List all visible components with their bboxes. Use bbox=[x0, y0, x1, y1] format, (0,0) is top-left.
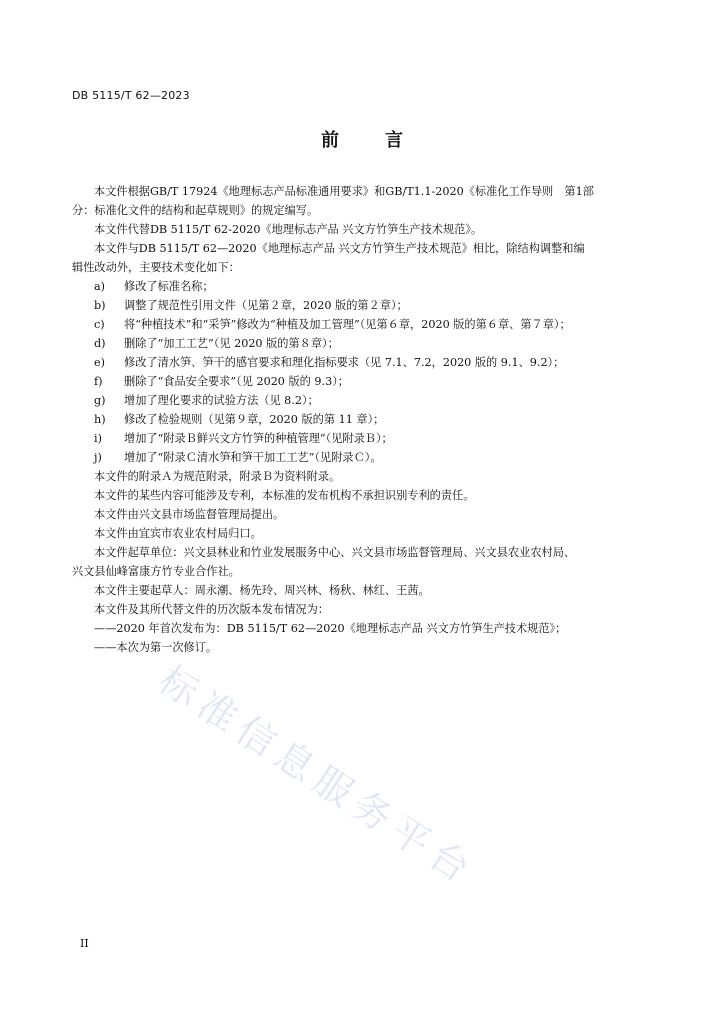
paragraph-drafting-orgs-line2: 兴文县仙峰富康方竹专业合作社。 bbox=[72, 565, 240, 578]
list-item-text: 删除了“食品安全要求”（见 2020 版的 9.3）； bbox=[124, 375, 349, 388]
document-code: DB 5115/T 62—2023 bbox=[72, 89, 190, 102]
list-item-text: 增加了理化要求的试验方法（见 8.2）； bbox=[124, 394, 319, 407]
list-item bbox=[72, 334, 652, 353]
list-item-text: 删除了“加工工艺”（见 2020 版的第８章）； bbox=[124, 337, 339, 350]
paragraph-history-first: ——2020 年首次发布为：DB 5115/T 62—2020《地理标志产品 兴文方竹笋生产技术规范》； bbox=[94, 622, 567, 635]
list-marker: f) bbox=[94, 375, 103, 388]
list-item-text: 修改了清水笋、笋干的感官要求和理化指标要求（见 7.1、7.2，2020 版的 9.1、9.2）； bbox=[124, 356, 565, 369]
list-marker: b) bbox=[94, 299, 106, 312]
paragraph-basis-line1: 本文件根据GB/T 17924《地理标志产品标准通用要求》和GB/T1.1-2020《标准化工作导则 第1部 bbox=[94, 185, 594, 198]
list-item bbox=[72, 353, 652, 372]
paragraph-comparison-line2: 辑性改动外，主要技术变化如下： bbox=[72, 261, 240, 274]
paragraph-replaces: 本文件代替DB 5115/T 62-2020《地理标志产品 兴文方竹笋生产技术规范》。 bbox=[94, 223, 483, 236]
changes-list bbox=[72, 277, 652, 467]
list-marker: h) bbox=[94, 413, 106, 426]
paragraph-comparison-line1: 本文件与DB 5115/T 62—2020《地理标志产品 兴文方竹笋生产技术规范》相比，除结构调整和编 bbox=[94, 242, 585, 255]
list-marker: d) bbox=[94, 337, 106, 350]
watermark: 标准信息服务平台 bbox=[151, 657, 484, 895]
page-title bbox=[0, 126, 724, 152]
paragraph-patent: 本文件的某些内容可能涉及专利，本标准的发布机构不承担识别专利的责任。 bbox=[94, 489, 475, 502]
paragraph-drafting-orgs-line1: 本文件起草单位：兴文县林业和竹业发展服务中心、兴文县市场监督管理局、兴文县农业农村局、 bbox=[94, 546, 576, 559]
list-item bbox=[72, 296, 652, 315]
list-item bbox=[72, 448, 652, 467]
paragraph-centralized: 本文件由宜宾市农业农村局归口。 bbox=[94, 527, 262, 540]
list-item bbox=[72, 429, 652, 448]
list-marker: c) bbox=[94, 318, 105, 331]
title-char-1: 前 bbox=[321, 130, 339, 151]
paragraph-history-revision: ——本次为第一次修订。 bbox=[94, 641, 218, 654]
paragraph-drafters: 本文件主要起草人：周永潮、杨先玲、周兴林、杨秋、林红、王茜。 bbox=[94, 584, 430, 597]
list-item bbox=[72, 315, 652, 334]
list-item-text: 增加了“附录Ｂ鲜兴文方竹笋的种植管理”（见附录Ｂ）； bbox=[124, 432, 393, 445]
list-marker: a) bbox=[94, 280, 106, 293]
paragraph-basis-line2: 分：标准化文件的结构和起草规则》的规定编写。 bbox=[72, 204, 319, 217]
paragraph-history-intro: 本文件及其所代替文件的历次版本发布情况为： bbox=[94, 603, 329, 616]
list-item-text: 修改了检验规则（见第９章，2020 版的第 11 章）； bbox=[124, 413, 385, 426]
list-marker: i) bbox=[94, 432, 102, 445]
list-item-text: 将“种植技术”和“采笋”修改为“种植及加工管理”（见第６章，2020 版的第６章、第７章）； bbox=[124, 318, 571, 331]
paragraph-appendix: 本文件的附录Ａ为规范附录，附录Ｂ为资料附录。 bbox=[94, 470, 341, 483]
page-number: II bbox=[80, 937, 89, 950]
title-char-2: 言 bbox=[385, 130, 403, 151]
list-marker: g) bbox=[94, 394, 106, 407]
list-item bbox=[72, 391, 652, 410]
list-item bbox=[72, 277, 652, 296]
list-item-text: 修改了标准名称； bbox=[124, 280, 214, 293]
list-marker: e) bbox=[94, 356, 105, 369]
list-item-text: 增加了“附录Ｃ清水笋和笋干加工工艺”（见附录Ｃ）。 bbox=[124, 451, 382, 464]
list-item bbox=[72, 372, 652, 391]
list-item bbox=[72, 410, 652, 429]
paragraph-proposed: 本文件由兴文县市场监督管理局提出。 bbox=[94, 508, 285, 521]
list-item-text: 调整了规范性引用文件（见第２章，2020 版的第２章）； bbox=[124, 299, 408, 312]
list-marker: j) bbox=[94, 451, 102, 464]
foreword-body bbox=[72, 182, 652, 657]
